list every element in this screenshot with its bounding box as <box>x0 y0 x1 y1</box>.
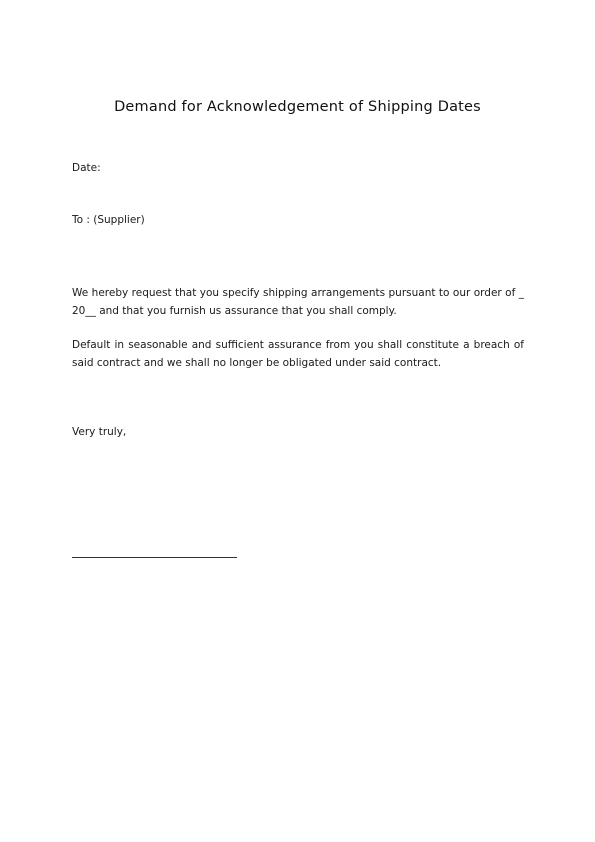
document-title: Demand for Acknowledgement of Shipping Dates <box>114 99 481 115</box>
date-field: Date: <box>72 162 101 174</box>
closing-line: Very truly, <box>72 426 127 438</box>
recipient-line: To : (Supplier) <box>72 214 145 226</box>
body-paragraph-default: Default in seasonable and sufficient assurance from you shall constitute a breach of said contract and we shall no longer be obligated under said contract. <box>72 339 524 369</box>
signature-line <box>72 557 237 558</box>
body-paragraph-request: We hereby request that you specify shipping arrangements pursuant to our order of _ 20__ and that you furnish us assurance that you shall comply. <box>72 287 524 317</box>
